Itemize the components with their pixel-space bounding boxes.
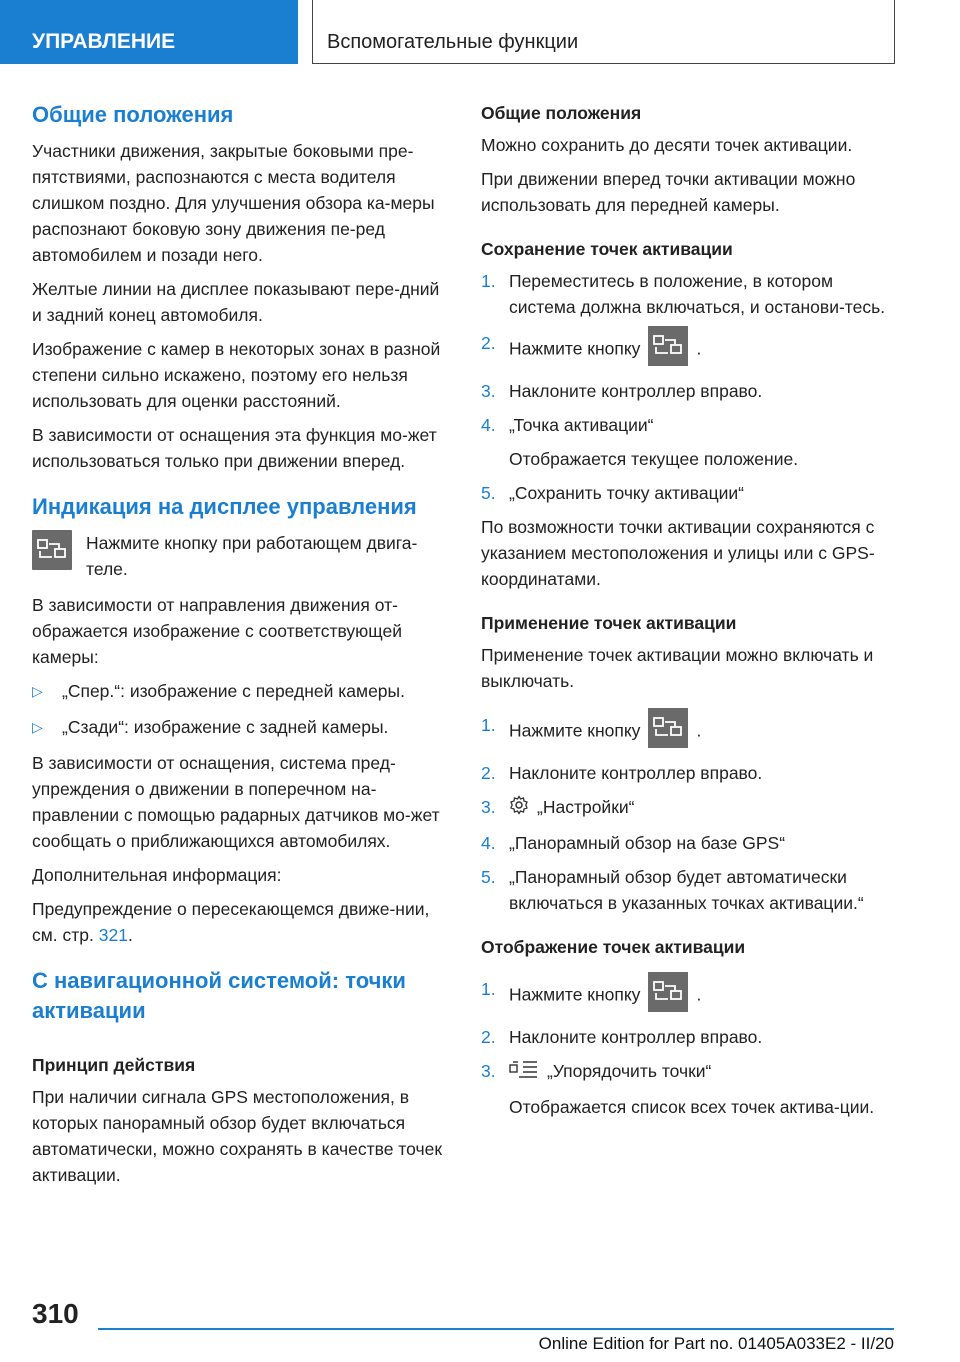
heading-show: Отображение точек активации	[481, 936, 746, 957]
step-item: 4. „Панорамный обзор на базе GPS“	[481, 832, 786, 853]
gear-icon	[509, 795, 529, 822]
paragraph: Дополнительная информация:	[32, 865, 282, 885]
section-tab	[0, 0, 298, 64]
sort-list-icon	[509, 1059, 539, 1086]
page-number: 310	[32, 1298, 79, 1329]
heading-general: Общие положения	[481, 103, 642, 123]
step-item: 4. „Точка активации“ Отображается текущее положение.	[481, 415, 799, 469]
paragraph: Изображение с камер в некоторых зонах в разной степени сильно искажено, поэтому его нельзя использовать для оценки расстояний.	[32, 339, 441, 411]
heading-display: Индикация на дисплее управления	[32, 494, 417, 519]
paragraph: Применение точек активации можно включать и выключать.	[481, 645, 874, 691]
paragraph: Предупреждение о пересекающемся движе-нии, см. стр. 321.	[32, 899, 430, 945]
step-item: 3. „Упорядочить точки“ Отображается список всех точек актива-ции.	[481, 1058, 895, 1120]
paragraph: При наличии сигнала GPS местоположения, в которых панорамный обзор будет включаться автоматически, можно сохранять в качестве точек активации.	[32, 1087, 443, 1185]
paragraph: В зависимости от оснащения, система пред-упреждения о движении в поперечном на-правлении с помощью радарных датчиков мо-жет сообщать о приближающихся автомобилях.	[32, 753, 440, 851]
step-item: 1. Нажмите кнопку .	[481, 712, 895, 752]
paragraph: Можно сохранить до десяти точек активации.	[481, 135, 853, 155]
icon-instruction: Нажмите кнопку при работающем двига-теле.	[86, 533, 418, 579]
step-item: 2. Наклоните контроллер вправо.	[481, 1026, 763, 1047]
heading-apply: Применение точек активации	[481, 613, 737, 633]
step-item: 1. Переместитесь в положение, в котором система должна включаться, и останови-тесь.	[481, 271, 886, 317]
right-column	[481, 100, 895, 1128]
camera-view-button-icon	[32, 530, 72, 570]
section-title: УПРАВЛЕНИЕ	[32, 30, 176, 53]
step-item: 5. „Сохранить точку активации“	[481, 483, 745, 503]
step-item: 5. „Панорамный обзор будет автоматически включаться в указанных точках активации.“	[481, 866, 864, 913]
step-item: 1. Нажмите кнопку .	[481, 976, 895, 1016]
paragraph: По возможности точки активации сохраняются с указанием местоположения и улицы или с GPS-координатами.	[481, 517, 875, 589]
step-item: 2. Нажмите кнопку .	[481, 330, 895, 370]
triangle-right-icon: ▷	[32, 683, 43, 699]
page-link[interactable]: 321	[98, 925, 128, 945]
paragraph: При движении вперед точки активации можно использовать для передней камеры.	[481, 169, 856, 215]
step-item: 3. Наклоните контроллер вправо.	[481, 381, 763, 401]
camera-button-row	[32, 530, 446, 582]
step-item: 2. Наклоните контроллер вправо.	[481, 763, 763, 783]
paragraph: Участники движения, закрытые боковыми пре-пятствиями, распознаются с места водителя слишком поздно. Для улучшения обзора ка-меры распознают боковую зону движения пе-ред автомобилем и позади него.	[32, 141, 435, 265]
paragraph: В зависимости от оснащения эта функция мо-жет использоваться только при движении вперед.	[32, 425, 437, 471]
step-item: 3. „Настройки“	[481, 794, 895, 822]
list-item: ▷ „Спер.“: изображение с передней камеры.	[32, 678, 446, 704]
camera-view-button-icon	[648, 326, 688, 366]
heading-navigation: С навигационной системой: точки активации	[32, 968, 406, 1023]
camera-view-button-icon	[648, 972, 688, 1012]
triangle-right-icon: ▷	[32, 719, 43, 735]
camera-view-button-icon	[648, 708, 688, 748]
chapter-header	[312, 0, 895, 64]
heading-general: Общие положения	[32, 102, 234, 127]
edition-footer: Online Edition for Part no. 01405A033E2 - II/20	[538, 1334, 894, 1353]
paragraph: В зависимости от направления движения от-ображается изображение с соответствующей камеры:	[32, 595, 403, 667]
footer-divider	[98, 1328, 894, 1330]
heading-principle: Принцип действия	[32, 1055, 196, 1075]
paragraph: Желтые линии на дисплее показывают пере-дний и задний конец автомобиля.	[32, 279, 440, 325]
list-item: ▷ „Сзади“: изображение с задней камеры.	[32, 714, 446, 740]
chapter-title: Вспомогательные функции	[327, 31, 579, 53]
heading-save: Сохранение точек активации	[481, 239, 733, 259]
left-column	[32, 100, 446, 1196]
